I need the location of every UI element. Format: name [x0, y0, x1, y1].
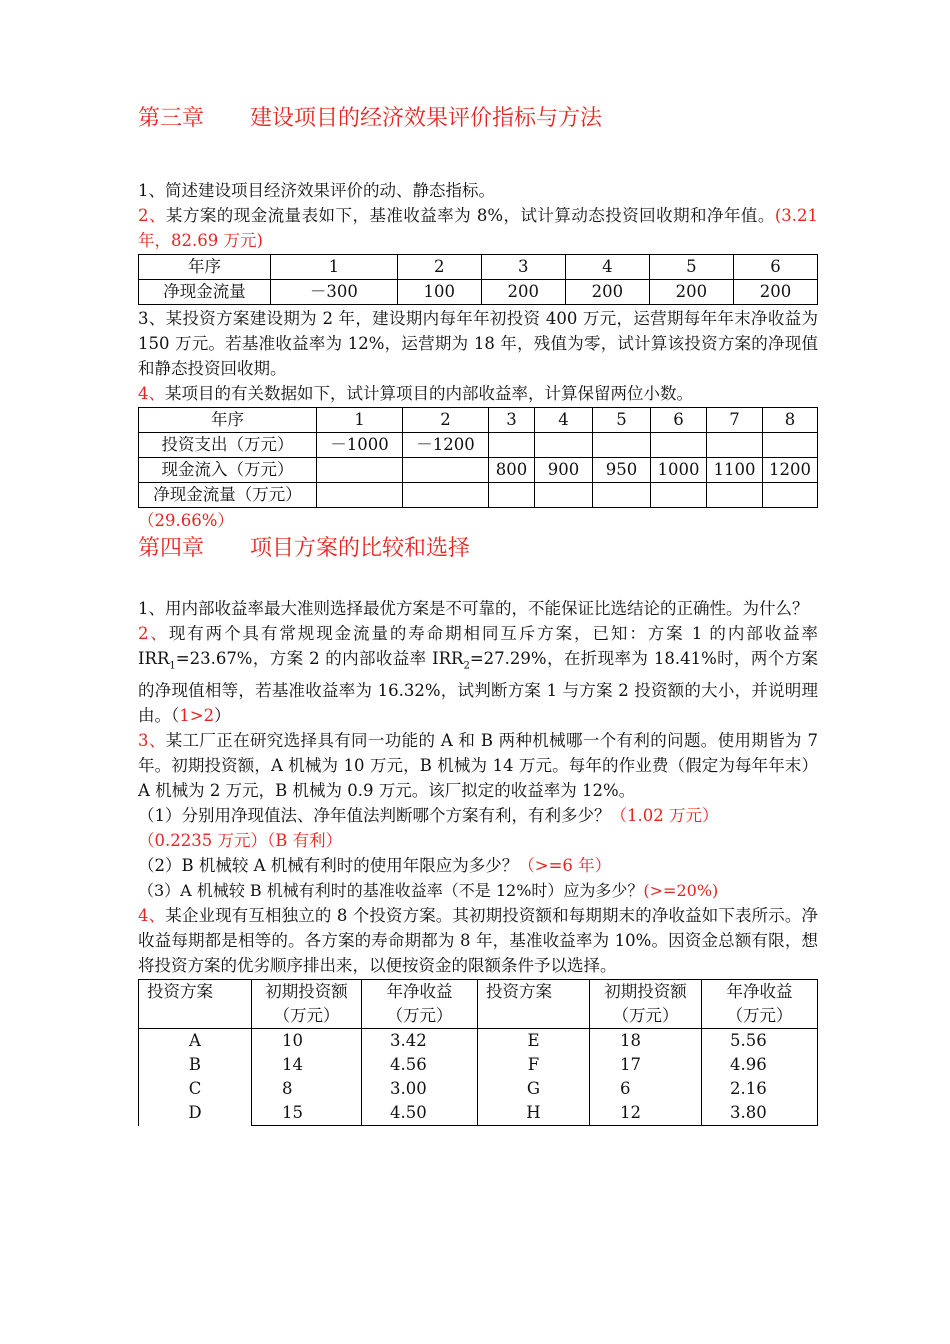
table-row: 现金流入（万元） 800 900 950 1000 1100 1200 — [139, 458, 818, 483]
table-row: 投资方案 初期投资额 （万元） 年净收益 （万元） 投资方案 初期投资额 （万元） 年净收益 （万元） — [139, 980, 818, 1029]
ch3-q1: 1、简述建设项目经济效果评价的动、静态指标。 — [138, 181, 495, 201]
table-row: 年序 1 2 3 4 5 6 — [139, 255, 818, 280]
ch4-q3-sub1-answer: （0.2235 万元）（B 有利） — [138, 831, 343, 851]
chapter3-title: 第三章 建设项目的经济效果评价指标与方法 — [138, 106, 603, 131]
ch3-q2: 2、某方案的现金流量表如下，基准收益率为 8%，试计算动态投资回收期和净年值。(3.21 年，82.69 万元) — [138, 206, 819, 251]
ch3-q3: 3、某投资方案建设期为 2 年，建设期内每年年初投资 400 万元，运营期每年年末净收益为 150 万元。若基准收益率为 12%，运营期为 18 年，残值为零，试计算该投资方案的净现值和静态投资回收期。 — [138, 309, 818, 379]
table-row: 投资支出（万元） －1000 －1200 — [139, 433, 818, 458]
table-row: A B C D 10 14 8 15 3.42 4.56 3.00 4.50 E F G H 18 17 6 12 5.56 4.96 2.16 3.80 — [139, 1029, 818, 1126]
ch4-q3: 3、某工厂正在研究选择具有同一功能的 A 和 B 两种机械哪一个有利的问题。使用期皆为 7 年。初期投资额，A 机械为 10 万元，B 机械为 14 万元。每年的作业费（假定为每年年末）A 机械为 2 万元，B 机械为 0.9 万元。该厂拟定的收益率为 12%。 — [138, 731, 818, 801]
ch4-q2: 2、现有两个具有常规现金流量的寿命期相同互斥方案，已知：方案 1 的内部收益率 $IRR_1=23.67\%$，方案 2 的内部收益率 $IRR_2=27.29\%$，在折现率为 18.41%时，两个方案的净现值相等，若基准收益率为 16.32%，试判断方案 1 与方案 2 投资额的大小，并说明理由。（1>2） — [138, 623, 818, 726]
ch4-q3-sub1: （1）分别用净现值法、净年值法判断哪个方案有利，有利多少？（1.02 万元） — [138, 806, 719, 826]
investment-table — [138, 979, 818, 1126]
table-row: 年序 1 2 3 4 5 6 7 8 — [139, 408, 818, 433]
ch4-q2-answer: 1>2 — [179, 706, 215, 726]
ch3-q4: 4、某项目的有关数据如下，试计算项目的内部收益率，计算保留两位小数。 — [138, 384, 693, 404]
ch3-q4-answer: （29.66%） — [138, 511, 234, 531]
ch4-q3-sub3: （3）A 机械较 B 机械有利时的基准收益率（不是 12%时）应为多少？(>=20%) — [138, 881, 719, 901]
irr-table — [138, 407, 818, 508]
table-row: 净现金流量 －300 100 200 200 200 200 — [139, 280, 818, 305]
cashflow-table-1 — [138, 254, 818, 305]
ch4-q4: 4、某企业现有互相独立的 8 个投资方案。其初期投资额和每期期末的净收益如下表所示。净收益每期都是相等的。各方案的寿命期都为 8 年，基准收益率为 10%。因资金总额有限，想将投资方案的优劣顺序排出来，以便按资金的限额条件予以选择。 — [138, 906, 818, 976]
ch3-q2-answer: (3.21 年，82.69 万元) — [138, 206, 819, 251]
document-page — [138, 96, 818, 1126]
ch4-q1: 1、用内部收益率最大准则选择最优方案是不可靠的，不能保证比选结论的正确性。为什么？ — [138, 598, 809, 618]
ch4-q3-sub2: （2）B 机械较 A 机械有利时的使用年限应为多少？（>=6 年） — [138, 856, 612, 876]
chapter4-title: 第四章 项目方案的比较和选择 — [138, 536, 471, 562]
table-row: 净现金流量（万元） — [139, 483, 818, 508]
